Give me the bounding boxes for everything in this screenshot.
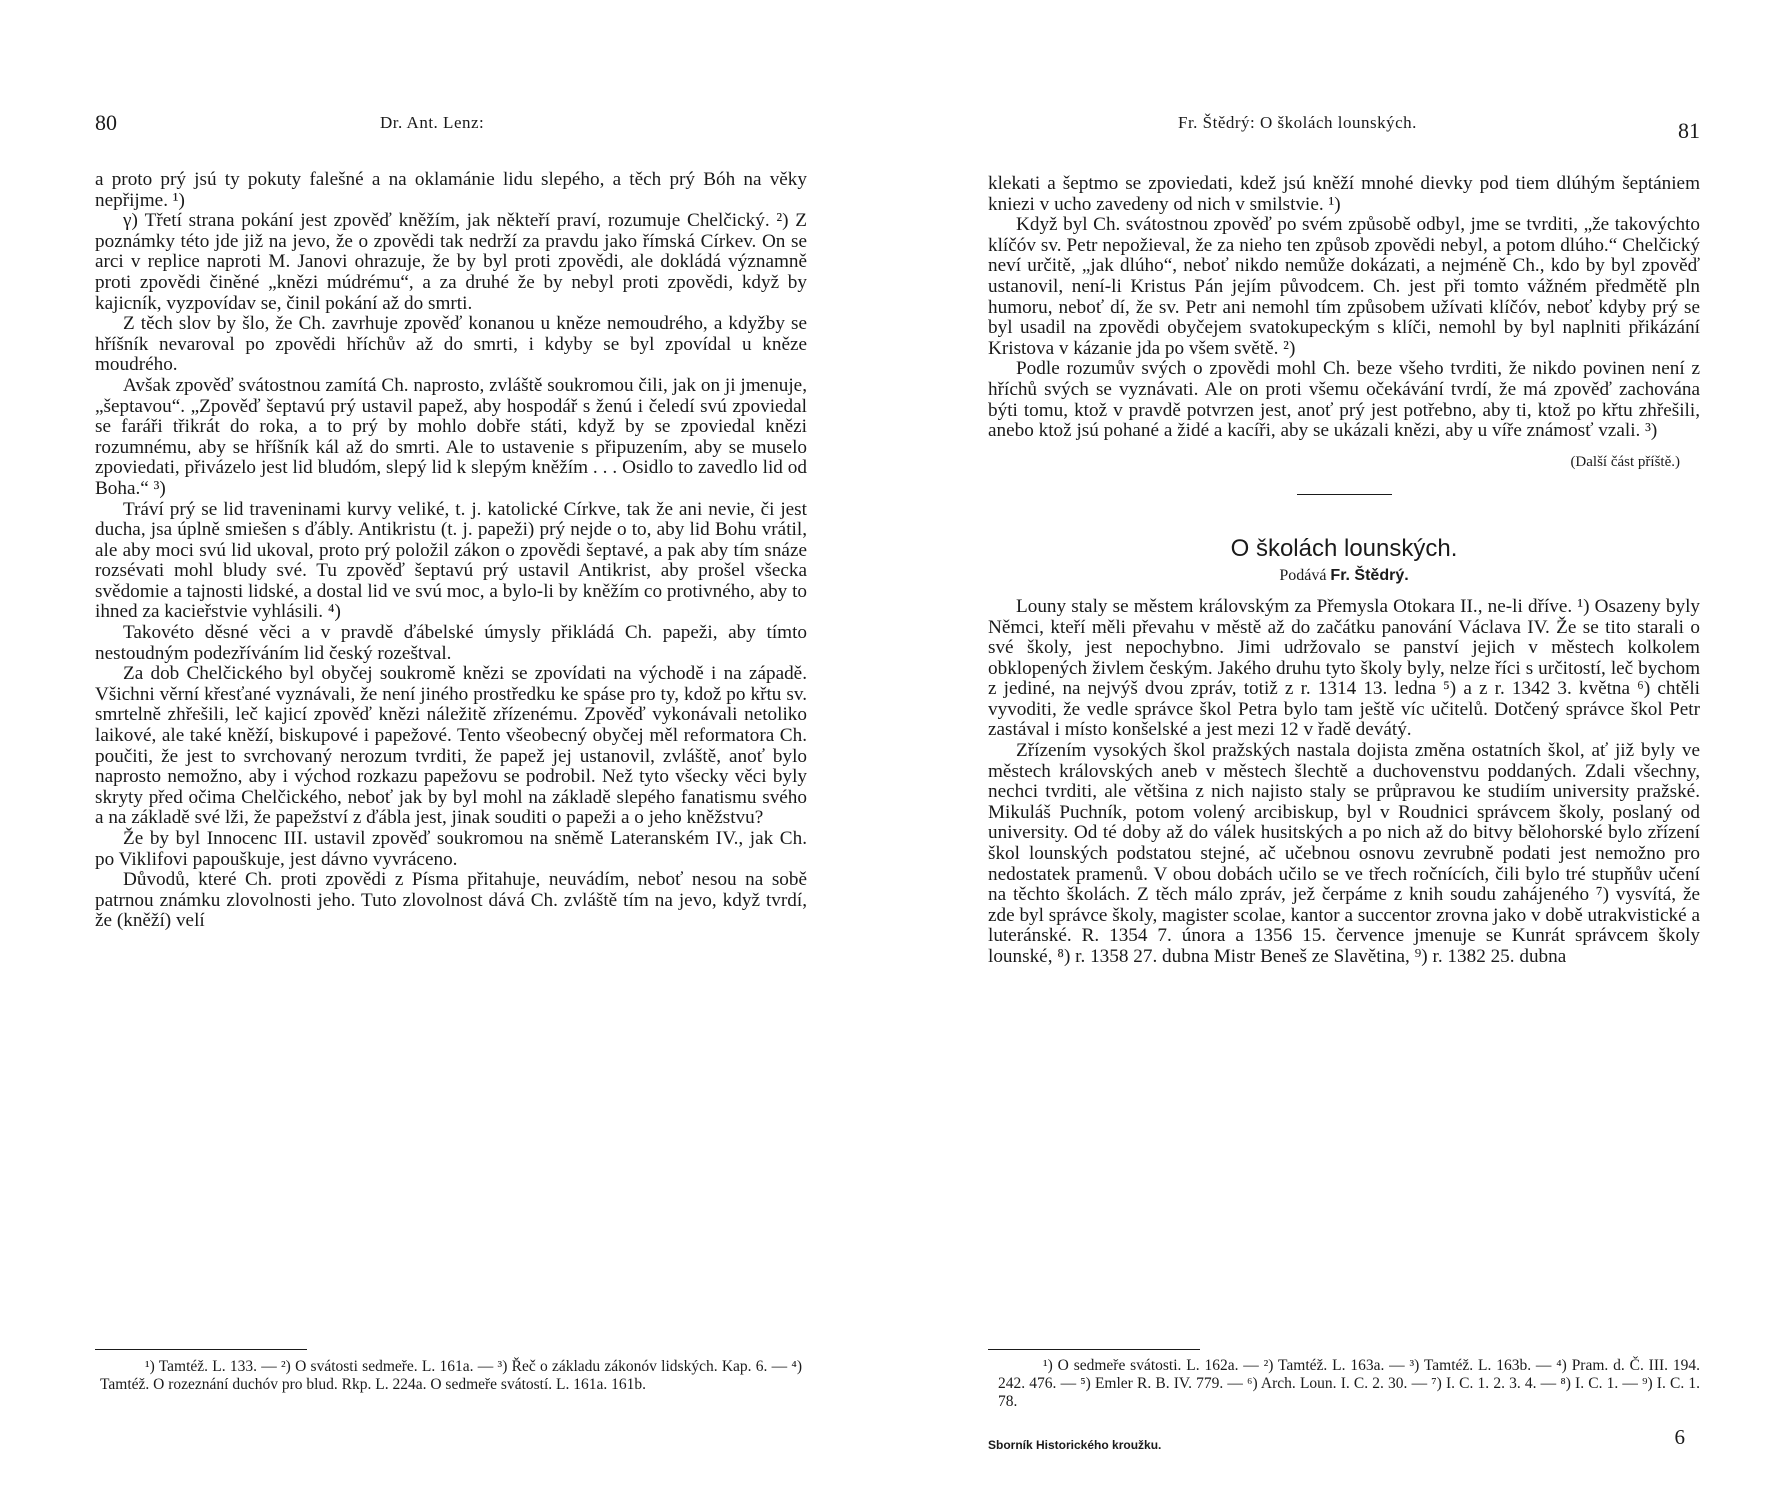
paragraph: Podle rozumův svých o zpovědi mohl Ch. beze všeho tvrditi, že nikdo povinen není z hříchů svých se vyznávati. Ale on proti všemu očekávání tvrdí, že má zpověď zachována býti tomu, ktož v pravdě potvrzen jest, anoť prý jest potřebno, aby ti, ktož po křtu zhřešili, anebo ktož jsú pohané a židé a kacíři, aby se ukázali knězi, aby u víře známosť vzali. ³)	[988, 358, 1700, 442]
right-page	[988, 0, 1700, 1500]
paragraph: Zřízením vysokých škol pražských nastala dojista změna ostatních škol, ať již byly ve městech královských aneb v městech šlechtě a duchovenstvu poddaných. Zdali všechny, nechci tvrditi, ale většina z nich najisto staly se průpravou ke studiím university pražské. Mikuláš Puchník, potom volený arcibiskup, byl v Roudnici správcem školy, poslaný od university. Od té doby až do válek husitských a po nich až do bitvy bělohorské bylo zřízení škol lounských podstatou stejné, ač učebnou osnovu zevrubně podati jest nemožno pro nedostatek pramenů. V obou dobách učilo se ve třech ročnících, čili bylo tré stupňův učení na těchto školách. Z těch málo zpráv, jež čerpáme z knih soudu zahájeného ⁷) vysvítá, že zde byl správce školy, magister scolae, kantor a succentor zrovna jako v době utrakvistické a luteránské. R. 1354 7. února a 1356 15. července jmenuje se Kunrát správcem školy lounské, ⁸) r. 1358 27. dubna Mistr Beneš ze Slavětina, ⁹) r. 1382 25. dubna	[988, 740, 1700, 967]
paragraph: Louny staly se městem královským za Přemysla Otokara II., ne-li dříve. ¹) Osazeny byly Němci, kteří měli převahu v městě až do začátku panování Václava IV. Že se tito starali o své školy, jest nepochybno. Jimi udržovalo se panství jejich v městech kolkolem obklopených živlem českým. Jakého druhu tyto školy byly, nelze říci s určitostí, leč bychom z jediné, na nejvýš dvou zpráv, totiž z r. 1314 13. ledna ⁵) a z r. 1342 3. května ⁶) chtěli vyvoditi, že vedle správce škol Petra bylo tam ještě víc učitelů. Dotčený správce škol Petr zastával i místo konšelské a jest mezi 12 v řadě devátý.	[988, 595, 1700, 741]
article-title: O školách lounských.	[1230, 535, 1458, 563]
page-number: 80	[95, 110, 117, 135]
section-divider	[1297, 494, 1392, 495]
article-byline	[988, 566, 1700, 587]
sheet-number: 6	[1674, 1425, 1685, 1449]
paragraph: Za dob Chelčického byl obyčej soukromě knězi se zpovídati na východě i na západě. Všichni věrní křesťané vyznávali, že není jiného prostředku ke spáse pro ty, kdož po křtu sv. smrtelně zhřešili, leč kajicí zpověď knězi náležitě zřízenému. Zpověď vykonávali netoliko laikové, ale také kněží, biskupové i papežové. Tento všeobecný obyčej měl reformatora Ch. poučiti, že jest to svrchovaný nerozum tvrditi, že papež jej ustanovil, zvláště, anoť bylo naprosto nemožno, aby i východ rozkazu papežovu se podrobil. Než tyto všecky věci byly skryty před očima Chelčického, neboť jak by byl mohl na základě slepého fanatismu svého a na základě své lži, že papežství z ďábla jest, jinak souditi o papeži a o jeho kněžstvu?	[95, 663, 807, 829]
left-page-body	[95, 170, 807, 932]
footnote-text: ¹) Tamtéž. L. 133. — ²) O svátosti sedmeře. L. 161a. — ³) Řeč o základu zákonóv lidských. Kap. 6. — ⁴) Tamtéž. O rozeznání duchóv pro blud. Rkp. L. 224a. O sedmeře svátostí. L. 161a. 161b.	[100, 1358, 802, 1393]
continued-note: (Další část příště.)	[1570, 453, 1680, 470]
printer-signature: Sborník Historického kroužku.	[988, 1438, 1162, 1452]
byline-prefix: Podává	[1279, 567, 1327, 585]
paragraph: Že by byl Innocenc III. ustavil zpověď soukromou na sněmě Lateranském IV., jak Ch. po Viklifovi papouškuje, jest dávno vyvráceno.	[95, 828, 807, 870]
paragraph: γ) Třetí strana pokání jest zpověď kněžím, jak někteří praví, rozumuje Chelčický. ²) Z poznámky této jde již na jevo, že o zpovědi tak nedrží za pravdu jako římská Církev. On se arci v replice naproti M. Janovi ohrazuje, že by byl proti zpovědi, ale dokládá významně proti zpovědi činěné „knězi múdrému“, a za druhé že by nebyl proti zpovědi, když by kajicník, vyzpovídav se, činil pokání až do smrti.	[95, 210, 807, 314]
paragraph: a proto prý jsú ty pokuty falešné a na oklamánie lidu slepého, a těch prý Bóh na věky nepřijme. ¹)	[95, 169, 807, 211]
left-page	[95, 0, 807, 1500]
right-page-header	[988, 108, 1700, 143]
paragraph: Když byl Ch. svátostnou zpověď po svém způsobě odbyl, jme se tvrditi, „že takovýchto klíčóv sv. Petr nepožieval, že za nieho ten způsob zpovědi nebyl, a potom dlúho.“ Chelčický neví určitě, „jak dlúho“, neboť nikdo nemůže dokázati, a nejméně Ch., kdo by byl zpověď ustanovil, není-li Kristus Pán jejím původcem. Ch. jest při tomto vážném předmětě pln humoru, neboť dí, že sv. Petr ani nemohl tím způsobem užívati klíčóv, neboť kdyby prý se byl usadil na zpovědi obyčejem svatokupeckým s klíči, nemohl by byl naplniti přikázání Kristova v kázanie jda po všem světě. ²)	[988, 214, 1700, 359]
byline-author: Fr. Štědrý.	[1330, 567, 1409, 585]
paragraph: Z těch slov by šlo, že Ch. zavrhuje zpověď konanou u kněze nemoudrého, a kdyžby se hříšník nevaroval po zpovědi hříchův až do smrti, i kdyby se byl zpovídal u kněze moudrého.	[95, 313, 807, 376]
footnote-rule	[95, 1349, 307, 1350]
page-number: 81	[1678, 118, 1700, 143]
right-page-body	[988, 174, 1700, 968]
running-head: Dr. Ant. Lenz:	[380, 113, 485, 132]
paragraph: Tráví prý se lid traveninami kurvy veliké, t. j. katolické Církve, tak že ani nevie, či jest ducha, jsa úplně smiešen s ďábly. Antikristu (t. j. papeži) prý nejde o to, aby lid Bohu vrátil, ale aby moci svú lid ukoval, proto prý položil zákon o zpovědi šeptavé, a pak aby tím snáze rozsévati mohl bludy své. Tu zpověď šeptavú prý ustavil Antikrist, aby prošel všecka svědomie a tajnosti lidské, a dostal lid ve svú moc, a bylo-li by kněžím co protivného, aby to ihned za kacieřstvie vyhlásili. ⁴)	[95, 498, 807, 623]
paragraph: Takovéto děsné věci a v pravdě ďábelské úmysly přikládá Ch. papeži, aby tímto nestoudným podezříváním lid český rozeštval.	[95, 622, 807, 664]
footnote-rule	[988, 1349, 1200, 1350]
left-page-header	[95, 108, 807, 138]
footnote-text: ¹) O sedmeře svátosti. L. 162a. — ²) Tamtéž. L. 163a. — ³) Tamtéž. L. 163b. — ⁴) Pram. d. Č. III. 194. 242. 476. — ⁵) Emler R. B. IV. 779. — ⁶) Arch. Loun. I. C. 2. 30. — ⁷) I. C. 1. 2. 3. 4. — ⁸) I. C. 1. — ⁹) I. C. 1. 78.	[998, 1357, 1700, 1410]
footnotes	[998, 1357, 1700, 1411]
running-head: Fr. Štědrý: O školách lounských.	[1178, 113, 1417, 132]
paragraph: klekati a šeptmo se zpoviedati, kdež jsú kněží mnohé dievky pod tiem dlúhým šeptániem kniezi v ucho zavedeny od nich v smilstvie. ¹)	[988, 173, 1700, 215]
paragraph: Důvodů, které Ch. proti zpovědi z Písma přitahuje, neuvádím, neboť nesou na sobě patrnou známku zlovolnosti jeho. Tuto zlovolnost dává Ch. zvláště tím na jevo, když tvrdí, že (kněží) velí	[95, 869, 807, 932]
footnotes	[100, 1358, 802, 1394]
paragraph: Avšak zpověď svátostnou zamítá Ch. naprosto, zvláště soukromou čili, jak on ji jmenuje, „šeptavou“. „Zpověď šeptavú prý ustavil papež, aby hospodář s ženú i čeledí svú zpoviedal se faráři třikrát do roka, a to prý by mohlo dobře státi, když by se zpoviedal knězi rozumnému, aby se hříšník kál až do smrti. Ale to ustavenie s připuzením, aby se muselo zpoviedati, přivázelo jest lid bludóm, slepý lid k slepým kněžím . . . Osidlo to zavedlo lid od Boha.“ ³)	[95, 374, 807, 499]
